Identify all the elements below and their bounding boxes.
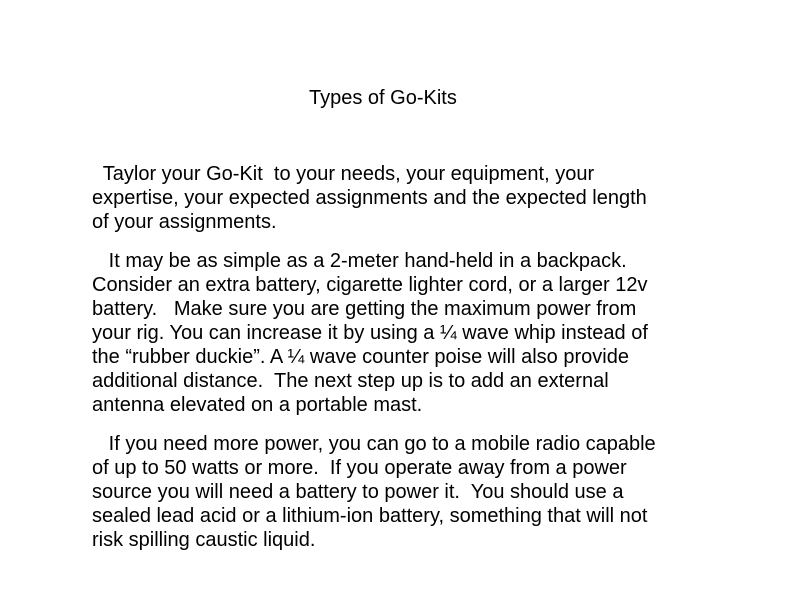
paragraph-handheld-setup: It may be as simple as a 2-meter hand-held in a backpack. Consider an extra battery, cigarette lighter cord, or a larger 12v battery. Make sure you are getting the maximum power from your rig. You can increase it by using a ¼ wave whip instead of the “rubber duckie”. A ¼ wave counter poise will also provide additional distance. The next step up is to add an external antenna elevated on a portable mast. [92, 250, 648, 416]
paragraph-mobile-radio-power: If you need more power, you can go to a mobile radio capable of up to 50 watts or more. If you operate away from a power source you will need a battery to power it. You should use a sealed lead acid or a lithium-ion battery, something that will not risk spilling caustic liquid. [92, 433, 656, 551]
paragraph-go-kit-needs: Taylor your Go-Kit to your needs, your equipment, your expertise, your expected assignments and the expected length of your assignments. [92, 163, 647, 233]
slide-title: Types of Go-Kits [309, 87, 457, 109]
